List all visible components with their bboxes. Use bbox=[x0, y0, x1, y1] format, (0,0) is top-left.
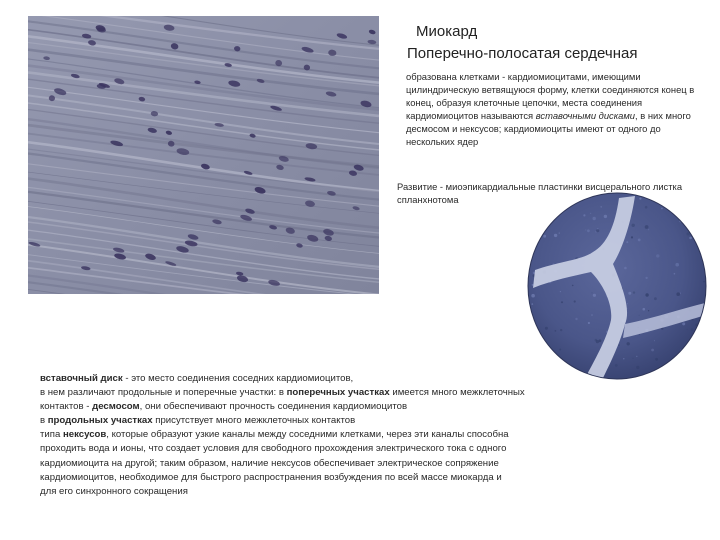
texture-dot bbox=[691, 328, 694, 331]
texture-dot bbox=[648, 310, 649, 311]
development-text: Развитие - миоэпикардиальные пластинки висцерального листка спланхнотома bbox=[397, 181, 683, 205]
disc-line-2-rest: имеется много межклеточных bbox=[389, 387, 525, 399]
description-text: образована клетками - кардиомиоцитами, имеющими цилиндрическую ветвящуюся форму, клетки соединяются конец в конец, образуя клеточные цепочки, места соединения кардиомиоцитов называются bbox=[406, 71, 695, 121]
disc-line-1-text: - это место соединения соседних кардиомиоцитов, bbox=[122, 373, 354, 384]
texture-dot bbox=[674, 273, 676, 275]
texture-dot bbox=[534, 225, 537, 228]
disc-line-5-pre: типа bbox=[40, 429, 63, 441]
texture-dot bbox=[627, 303, 628, 304]
texture-dot bbox=[665, 371, 666, 372]
texture-dot bbox=[583, 214, 585, 216]
texture-dot bbox=[596, 229, 599, 232]
texture-dot bbox=[706, 378, 707, 380]
texture-dot bbox=[596, 340, 599, 343]
texture-dot bbox=[533, 234, 535, 236]
texture-dot bbox=[627, 342, 630, 345]
texture-dot bbox=[636, 192, 638, 194]
texture-dot bbox=[682, 322, 685, 325]
texture-dot bbox=[527, 372, 530, 375]
texture-dot bbox=[588, 322, 590, 324]
texture-dot bbox=[543, 235, 546, 238]
disc-line-4-rest: присутствует много межклеточных контактов bbox=[152, 415, 356, 427]
cardiac-muscle-micrograph bbox=[28, 16, 379, 294]
texture-dot bbox=[560, 291, 561, 292]
texture-dot bbox=[680, 293, 681, 294]
epicardium-micrograph bbox=[527, 192, 707, 380]
texture-dot bbox=[703, 281, 705, 283]
desmosome-term: десмосом bbox=[92, 401, 140, 413]
texture-dot bbox=[560, 329, 562, 331]
texture-dot bbox=[638, 239, 641, 242]
texture-dot bbox=[651, 349, 654, 352]
disc-line-3-rest: , они обеспечивают прочность соединения кардиомиоцитов bbox=[139, 401, 408, 413]
texture-dot bbox=[604, 215, 607, 218]
page-title: Миокард bbox=[416, 23, 478, 40]
texture-dot bbox=[674, 201, 676, 203]
texture-dot bbox=[633, 358, 634, 359]
texture-dot bbox=[645, 225, 649, 229]
texture-dot bbox=[701, 220, 703, 222]
texture-dot bbox=[593, 217, 596, 220]
disc-line-6: проходить вода и ионы, что создает условия для свободного прохождения электрического тока с одного bbox=[40, 443, 507, 455]
texture-dot bbox=[639, 198, 641, 200]
intercalated-disc-term: вставочными дисками bbox=[535, 110, 636, 121]
texture-dot bbox=[671, 192, 674, 194]
texture-dot bbox=[639, 315, 640, 316]
nexus-term: нексусов bbox=[62, 429, 107, 441]
texture-dot bbox=[687, 329, 688, 330]
texture-dot bbox=[600, 206, 602, 208]
description-text-end: , в них много десмосом и нексусов; кардиомиоциты имеют от одного до нескольких ядер bbox=[406, 110, 691, 147]
texture-dot bbox=[646, 376, 648, 378]
texture-dot bbox=[678, 197, 681, 200]
texture-dot bbox=[532, 303, 534, 305]
disc-line-9: для его синхронного сокращения bbox=[40, 485, 188, 497]
texture-dot bbox=[636, 366, 639, 369]
disc-line-5-rest: , которые образуют узкие каналы между соседними клетками, через эти каналы способна bbox=[106, 429, 509, 441]
texture-dot bbox=[661, 208, 663, 210]
texture-dot bbox=[632, 224, 635, 227]
texture-dot bbox=[626, 241, 628, 243]
disc-line-4 bbox=[40, 414, 525, 428]
disc-line-4-pre: в bbox=[40, 415, 48, 427]
disc-line-8: кардиомиоцитов, необходимое для быстрого распространения возбуждения по всей массе миокарда и bbox=[40, 471, 502, 483]
texture-dot bbox=[546, 346, 547, 347]
texture-dot bbox=[700, 357, 703, 360]
texture-dot bbox=[654, 340, 655, 341]
texture-dot bbox=[684, 217, 686, 219]
texture-dot bbox=[631, 236, 633, 238]
texture-dot bbox=[671, 376, 674, 379]
texture-dot bbox=[591, 314, 593, 316]
texture-dot bbox=[559, 232, 560, 233]
texture-dot bbox=[574, 198, 577, 201]
texture-dot bbox=[531, 294, 535, 298]
texture-dot bbox=[689, 237, 692, 240]
texture-dot bbox=[692, 195, 695, 198]
texture-dot bbox=[690, 351, 693, 354]
texture-dot bbox=[698, 360, 701, 363]
texture-dot bbox=[645, 293, 648, 296]
texture-dot bbox=[684, 351, 686, 353]
texture-dot bbox=[623, 358, 624, 359]
disc-line-3-pre: контактов - bbox=[40, 401, 93, 413]
texture-dot bbox=[624, 267, 627, 270]
texture-dot bbox=[592, 292, 593, 293]
texture-dot bbox=[575, 318, 577, 320]
disc-term: вставочный диск bbox=[40, 373, 123, 384]
texture-dot bbox=[535, 241, 537, 243]
texture-dot bbox=[681, 209, 684, 212]
texture-dot bbox=[561, 301, 563, 303]
texture-dot bbox=[675, 263, 679, 267]
texture-dot bbox=[643, 308, 646, 311]
texture-dot bbox=[536, 333, 538, 335]
texture-dot bbox=[590, 213, 591, 214]
texture-dot bbox=[698, 230, 701, 233]
texture-dot bbox=[648, 229, 649, 230]
texture-dot bbox=[618, 344, 620, 346]
texture-dot bbox=[577, 376, 579, 378]
disc-line-1 bbox=[40, 372, 525, 386]
texture-dot bbox=[676, 292, 680, 296]
disc-line-2 bbox=[40, 386, 525, 400]
texture-dot bbox=[554, 234, 557, 237]
transverse-segments-term: поперечных участках bbox=[286, 387, 390, 399]
texture-dot bbox=[574, 300, 576, 302]
myocardium-description bbox=[406, 70, 696, 148]
texture-dot bbox=[655, 358, 658, 361]
texture-dot bbox=[628, 292, 631, 295]
texture-dot bbox=[587, 229, 590, 232]
texture-dot bbox=[645, 206, 648, 209]
disc-line-3 bbox=[40, 400, 525, 414]
texture-dot bbox=[656, 254, 659, 257]
texture-dot bbox=[615, 364, 618, 367]
texture-dot bbox=[636, 356, 637, 357]
texture-dot bbox=[572, 285, 574, 287]
longitudinal-segments-term: продольных участках bbox=[47, 415, 153, 427]
texture-dot bbox=[542, 202, 544, 204]
texture-dot bbox=[654, 297, 657, 300]
disc-line-7: кардиомиоцита на другой; таким образом, наличие нексусов обеспечивает электрическое сопряжение bbox=[40, 457, 499, 469]
texture-dot bbox=[695, 202, 697, 204]
texture-dot bbox=[645, 277, 647, 279]
texture-dot bbox=[687, 232, 690, 235]
texture-dot bbox=[563, 201, 565, 203]
texture-dot bbox=[599, 339, 602, 342]
texture-dot bbox=[530, 233, 532, 235]
texture-dot bbox=[555, 330, 557, 332]
texture-dot bbox=[585, 230, 586, 231]
texture-dot bbox=[699, 209, 702, 212]
disc-line-5 bbox=[40, 428, 525, 442]
texture-dot bbox=[532, 207, 533, 208]
disc-line-2-pre: в нем различают продольные и поперечные участки: в bbox=[40, 387, 287, 399]
texture-dot bbox=[593, 294, 596, 297]
texture-dot bbox=[559, 349, 561, 351]
intercalated-disc-text bbox=[40, 372, 525, 499]
texture-dot bbox=[545, 327, 548, 330]
texture-dot bbox=[633, 291, 635, 293]
page-subtitle: Поперечно-полосатая сердечная bbox=[407, 45, 638, 62]
texture-dot bbox=[550, 213, 552, 215]
